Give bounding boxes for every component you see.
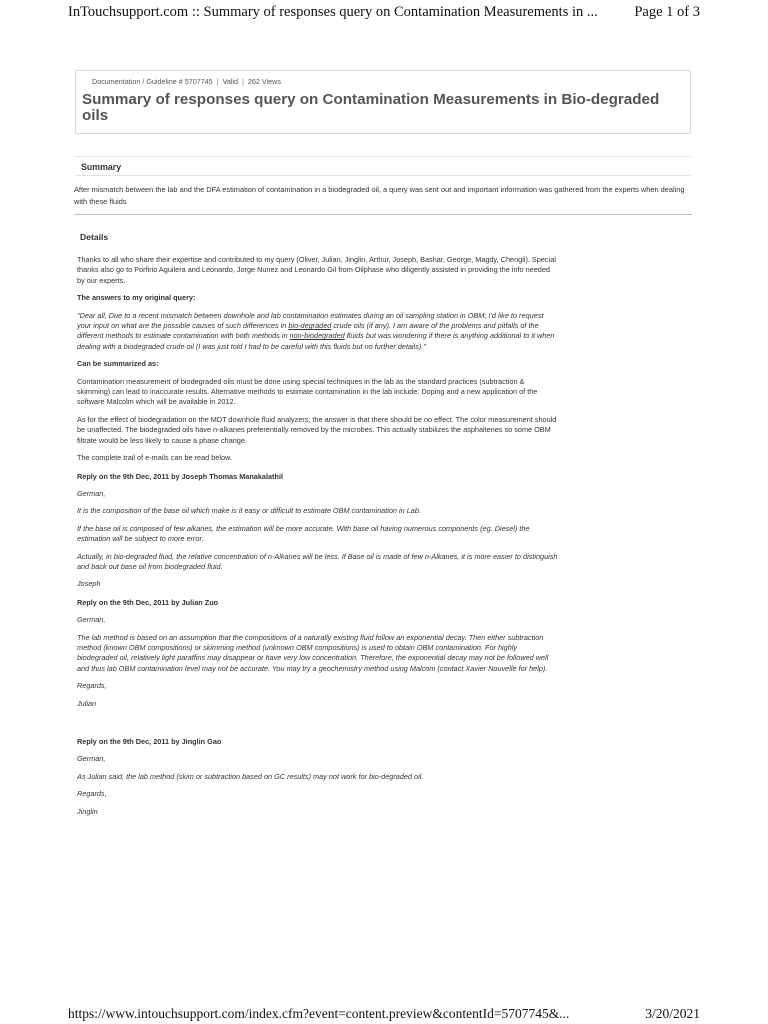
summary-text: After mismatch between the lab and the DFA estimation of contamination in a biodegraded oil, a query was sent out and important information was gathered from the experts when dealing with these fluids [74,185,685,206]
reply-signature: Julian [77,698,97,708]
reply-heading: Reply on the 9th Dec, 2011 by Julian Zuo [77,597,219,607]
document-title: Summary of responses query on Contamination Measurements in Bio-degraded oils [82,91,660,124]
divider [74,214,692,215]
reply-paragraph: German, [77,488,106,498]
meta-views: 262 Views [247,77,281,86]
print-header-page: Page 1 of 3 [634,3,700,20]
reply-paragraph: Regards, [77,681,107,691]
answers-heading: The answers to my original query: [77,293,196,303]
details-content [77,255,559,817]
print-header [68,0,700,24]
reply-paragraph: Actually, in bio-degraded fluid, the relative concentration of n-Alkanes will be less. If Base oil is made of few n-Alkanes, it is more easier to distinguish and back out base oil from biodegraded fluid. [77,551,558,571]
reply-signature: Joseph [77,579,101,589]
print-footer [68,1004,700,1024]
summary-heading: Summary [75,156,691,176]
reply-paragraph: German, [77,615,106,625]
reply-heading: Reply on the 9th Dec, 2011 by Joseph Thomas Manakalathil [77,471,283,481]
link-bio-degraded[interactable]: bio-degraded [288,321,332,331]
reply-paragraph: It is the composition of the base oil which make is it easy or difficult to estimate OBM contamination in Lab. [77,506,421,516]
reply-paragraph: German, [77,754,106,764]
print-footer-url: https://www.intouchsupport.com/index.cfm?event=content.preview&contentId=5707745&... [68,1006,570,1021]
reply-paragraph: The lab method is based on an assumption that the compositions of a naturally existing fluid follow an exponential decay. Then either subtraction method (known OBM compositions) or skimming method (unknown OBM compositions) is used to obtain OBM contamination. For highly biodegraded oil, relatively light paraffins may disappear or have very low concentration. Therefore, the exponential decay may not be followed well and thus lab OBM contamination level may not be accurate. You may try a geochemistry method using Malcom (contact Xavier Nouvelle for help). [77,632,549,673]
document-meta: Documentation / Guideline # 5707745 | Valid | 262 Views [92,77,281,86]
meta-status: Valid [222,77,239,86]
thanks-paragraph: Thanks to all who share their expertise and contributed to my query (Oliver, Julian, Jinglin, Arthur, Joseph, Bashar, George, Magdy, Chengli). Special thanks also go to Porfirio Aguilera and Leonardo, Jorge Nunez and Leonardo Gil from Oilphase who diligently assisted in providing the info needed by our experts. [77,255,556,285]
reply-paragraph: If the base oil is composed of few alkanes, the estimation will be more accurate. With base oil having numerous components (eg. Diesel) the estimation will be subject to more error. [77,523,530,544]
details-heading: Details [80,232,109,242]
meta-id: # 5707745 [178,77,213,86]
link-non-biodegraded[interactable]: non-biodegraded [289,331,345,341]
print-footer-date: 3/20/2021 [645,1006,700,1021]
original-query: "Dear all, Due to a recent mismatch between downhole and lab contamination estimates during an oil sampling station in OBM; I'd like to request your input on what are the possible causes of such differences in bio-degraded crude oils (if any). I am aware of the problems and pitfalls of the different methods to estimate contamination with both methods in non-biodegraded fluids but was wondering if there is anything additional to it when dealing with a biodegraded crude oil (I was just told I had to be careful with this fluids but no further details)." [77,310,555,351]
summary-paragraph-1: Contamination measurement of biodegraded oils must be done using special techniques in the lab as the standard practices (subtraction & skimming) can lead to inaccurate results. Alternative methods to estimate contamination in the lab include: Doping and a new application of the software Malcolm which will be available in 2012. [77,376,538,407]
summary-paragraph-2: As for the effect of biodegradation on the MDT downhole fluid analyzers; the answer is that there should be no effect. The color measurement should be unaffected. The biodegraded oils have n-alkanes preferentially removed by the microbes. This actually stabilizes the asphaltenes so some OBM filtrate would be less likely to cause a phase change. [77,414,557,445]
summarized-heading: Can be summarized as: [77,359,159,369]
reply-paragraph: As Julian said, the lab method (skim or subtraction based on GC results) may not work for bio-degraded oil. [77,771,424,781]
reply-heading: Reply on the 9th Dec, 2011 by Jinglin Gao [77,737,222,746]
reply-signature: Jinglin [77,806,98,816]
print-header-title: InTouchsupport.com :: Summary of responses query on Contamination Measurements in ... [68,3,598,20]
trail-note: The complete trail of e-mails can be read below. [77,453,232,463]
meta-category[interactable]: Documentation / Guideline [92,77,177,86]
reply-paragraph: Regards, [77,789,107,799]
document-title-box [75,70,691,134]
